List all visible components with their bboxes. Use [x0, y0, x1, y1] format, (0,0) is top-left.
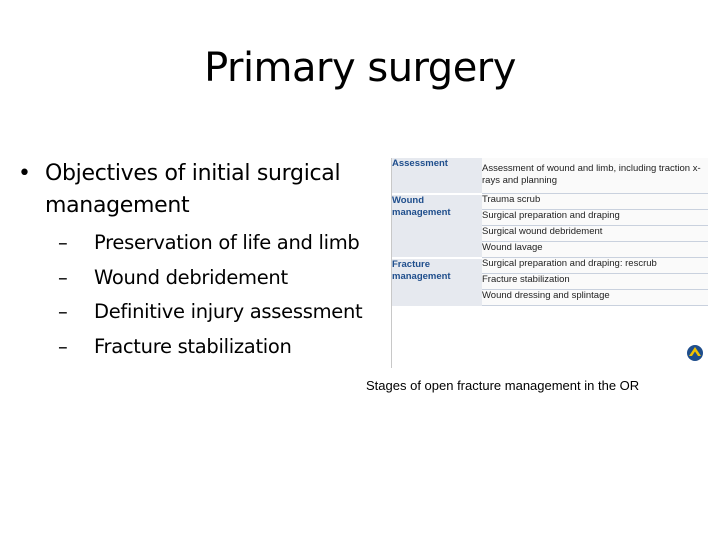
bullet-text: Objectives of initial surgical management — [45, 161, 341, 218]
stage-label-fracture-management: Fracture management — [392, 258, 482, 306]
bullet-list — [18, 158, 378, 364]
sub-bullet-marker: – — [58, 334, 68, 358]
stage-step: Fracture stabilization — [482, 274, 708, 290]
sub-bullet-item — [58, 261, 378, 296]
sub-bullet-text: Fracture stabilization — [94, 334, 292, 358]
ao-logo-icon — [686, 344, 704, 362]
bullet-marker: • — [18, 161, 31, 186]
stage-step: Surgical preparation and draping — [482, 210, 708, 226]
slide-title: Primary surgery — [204, 45, 516, 91]
sub-bullet-item — [58, 226, 378, 261]
stage-step: Assessment of wound and limb, including traction x-rays and planning — [482, 158, 708, 194]
stage-label-assessment: Assessment — [392, 158, 482, 194]
stage-step: Surgical wound debridement — [482, 226, 708, 242]
sub-bullet-marker: – — [58, 231, 68, 254]
stage-step: Wound lavage — [482, 242, 708, 258]
bullet-objectives — [18, 158, 378, 222]
stage-label-wound-management: Wound management — [392, 194, 482, 258]
stages-table — [392, 158, 708, 306]
sub-bullet-item — [58, 330, 378, 365]
sub-bullet-marker: – — [58, 265, 68, 289]
stage-step: Surgical preparation and draping: rescrub — [482, 258, 708, 274]
sub-bullet-list — [58, 226, 378, 364]
stages-figure — [391, 158, 712, 368]
table-row — [392, 258, 708, 274]
stage-step: Trauma scrub — [482, 194, 708, 210]
table-row — [392, 194, 708, 210]
sub-bullet-text: Wound debridement — [94, 265, 288, 289]
figure-caption: Stages of open fracture management in the OR — [366, 378, 640, 393]
sub-bullet-text: Definitive injury assessment — [94, 300, 363, 323]
stage-step: Wound dressing and splintage — [482, 290, 708, 306]
sub-bullet-text: Preservation of life and limb — [94, 231, 360, 254]
table-row — [392, 158, 708, 194]
sub-bullet-item — [58, 295, 378, 330]
sub-bullet-marker: – — [58, 300, 68, 323]
